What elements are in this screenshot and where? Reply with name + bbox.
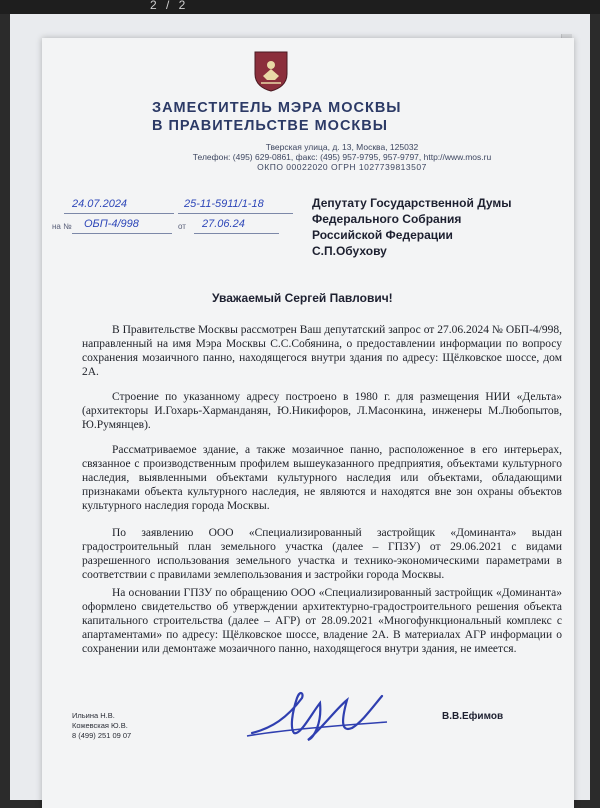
executor-2: Кожевская Ю.В. [72,721,128,730]
reference-number: ОБП-4/998 [84,218,139,230]
addressee-line3: Российской Федерации [312,228,453,242]
reference-number-line [72,233,172,234]
greeting: Уважаемый Сергей Павлович! [212,291,393,305]
paragraph-2-text: Строение по указанному адресу построено в 1980 г. для размещения НИИ «Дельта» (архитекторы И.Гохарь-Харманданян, Ю.Никифоров, Л.Масонкина, инженеры М.Любопытов, Ю.Румянцев). [82,391,562,431]
paragraph-1-text: В Правительстве Москвы рассмотрен Ваш депутатский запрос от 27.06.2024 № ОБП-4/998, направленный на имя Мэра Москвы С.С.Собянина, о предоставлении информации по вопросу сохранения мозаичного панно, находящегося внутри здания по адресу: Щёлковское шоссе, дом 2А. [82,324,562,378]
document-viewer[interactable] [10,14,590,800]
paragraph-3-text: Рассматриваемое здание, а также мозаичное панно, расположенное в его интерьерах, связанное с производственным профилем вышеуказанного предприятия, объектами культурного наследия, выявленными объектами культурного наследия или объектами, обладающими признаками объекта культурного наследия, не являются и находятся вне зон охраны объектов культурного наследия города Москвы. [82,444,562,512]
addressee-line2: Федерального Собрания [312,212,462,226]
registration-date: 24.07.2024 [72,198,128,210]
executor-phone: 8 (499) 251 09 07 [72,731,132,740]
registration-number-line [178,213,293,214]
paragraph-4-text: По заявлению ООО «Специализированный застройщик «Доминанта» выдан градостроительный план земельного участка (далее – ГПЗУ) от 29.06.2021 с видами разрешенного использования земельного участка и технико-экономическими параметрами в соответствии с правилами землепользования и застройки города Москвы. [82,527,562,581]
signatory-name: В.В.Ефимов [442,711,504,722]
letterhead-codes: ОКПО 00022020 ОГРН 1027739813507 [257,162,427,172]
registration-date-line [64,213,174,214]
viewer-top-bar [0,0,600,14]
reference-date: 27.06.24 [202,218,245,230]
reference-date-line [194,233,279,234]
letter-page [42,38,574,808]
addressee-line1: Депутату Государственной Думы [312,196,512,210]
moscow-coat-of-arms-icon [253,50,289,92]
paragraph-1 [82,323,562,379]
page-indicator: 2 / 2 [150,0,189,12]
reference-from-label: от [178,222,186,231]
addressee-line4: С.П.Обухову [312,244,387,258]
registration-number: 25-11-5911/1-18 [184,198,264,210]
paragraph-3 [82,443,562,513]
reference-prefix: на № [52,222,72,231]
letterhead-title-line2: В ПРАВИТЕЛЬСТВЕ МОСКВЫ [152,118,388,134]
paragraph-5-text: На основании ГПЗУ по обращению ООО «Специализированный застройщик «Доминанта» оформлено свидетельство об утверждении архитектурно-градостроительного решения объекта капитального строительства (далее – АГР) от 28.09.2021 «Многофункциональный комплекс с апартаментами» по адресу: Щёлковское шоссе, владение 2А. В материалах АГР информации о сохранении или демонтаже мозаичного панно, находящегося внутри здания, не имеется. [82,587,562,655]
paragraph-4 [82,526,562,582]
letterhead-title-line1: ЗАМЕСТИТЕЛЬ МЭРА МОСКВЫ [152,100,402,116]
paragraph-5 [82,586,562,656]
executor-1: Ильина Н.В. [72,711,115,720]
paragraph-2 [82,390,562,432]
letterhead-address: Тверская улица, д. 13, Москва, 125032 [265,142,419,152]
letterhead-contacts: Телефон: (495) 629-0861, факс: (495) 957-9795, 957-9797, http://www.mos.ru [192,152,492,162]
handwritten-signature [242,678,392,748]
